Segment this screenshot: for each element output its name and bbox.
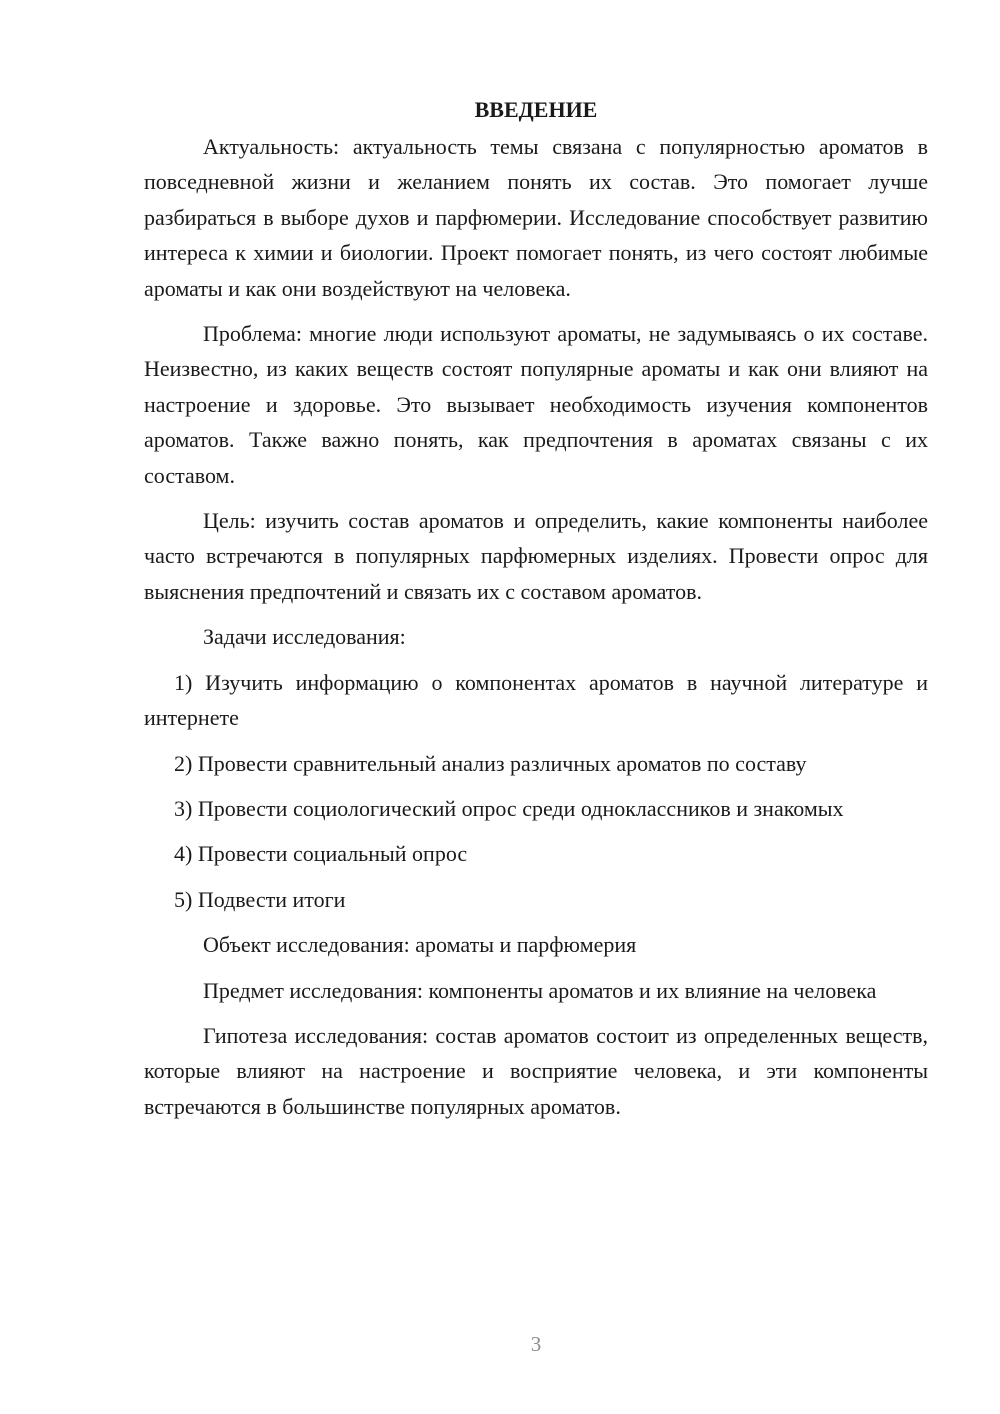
task-item-2: 2) Провести сравнительный анализ различных ароматов по составу	[174, 750, 807, 776]
goal-paragraph: Цель: изучить состав ароматов и определить, какие компоненты наиболее часто встречаются в популярных парфюмерных изделиях. Провести опрос для выяснения предпочтений и связать их с составом ароматов.	[144, 508, 928, 604]
page-number: 3	[530, 1332, 542, 1356]
problem-paragraph: Проблема: многие люди используют ароматы, не задумываясь о их составе. Неизвестно, из каких веществ состоят популярные ароматы и как они влияют на настроение и здоровье. Это вызывает необходимость изучения компонентов ароматов. Также важно понять, как предпочтения в ароматах связаны с их составом.	[144, 321, 928, 488]
section-heading: ВВЕДЕНИЕ	[474, 97, 598, 122]
task-item-4: 4) Провести социальный опрос	[174, 841, 468, 867]
subject-paragraph: Предмет исследования: компоненты ароматов и их влияние на человека	[203, 977, 877, 1003]
object-paragraph: Объект исследования: ароматы и парфюмерия	[203, 932, 637, 958]
tasks-title: Задачи исследования:	[203, 624, 406, 650]
hypothesis-paragraph: Гипотеза исследования: состав ароматов состоит из определенных веществ, которые влияют на настроение и восприятие человека, и эти компоненты встречаются в большинстве популярных ароматов.	[144, 1022, 928, 1119]
task-item-1: 1) Изучить информацию о компонентах ароматов в научной литературе и интернете	[144, 669, 928, 731]
page-content	[144, 92, 928, 1134]
task-item-3: 3) Провести социологический опрос среди одноклассников и знакомых	[174, 795, 844, 821]
relevance-paragraph: Актуальность: актуальность темы связана с популярностью ароматов в повседневной жизни и желанием понять их состав. Это помогает лучше разбираться в выборе духов и парфюмерии. Исследование способствует развитию интереса к химии и биологии. Проект помогает понять, из чего состоят любимые ароматы и как они воздействуют на человека.	[144, 134, 928, 301]
task-item-5: 5) Подвести итоги	[174, 886, 346, 912]
